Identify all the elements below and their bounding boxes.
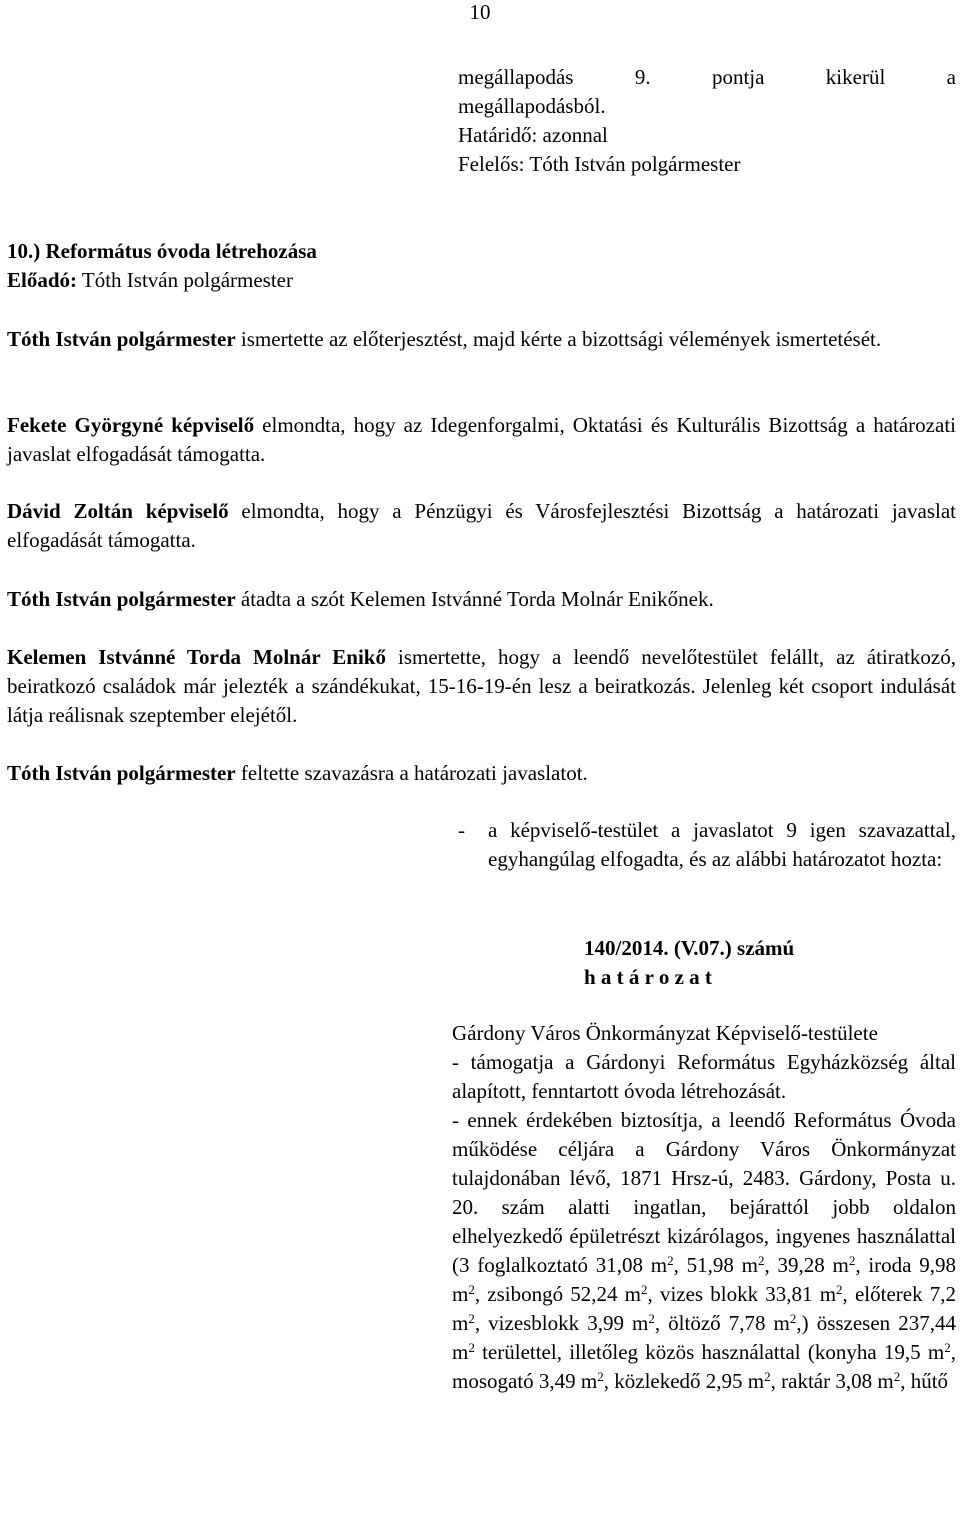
- prev-line-1: megállapodás 9. pontja kikerül a: [458, 65, 956, 89]
- agenda-item: [7, 237, 956, 295]
- resolution-number: 140/2014. (V.07.) számú: [584, 936, 795, 960]
- speaker-name: Tóth István polgármester: [7, 587, 236, 611]
- speaker-name: Tóth István polgármester: [7, 327, 236, 351]
- paragraph-4: [7, 585, 956, 614]
- prev-line-2: megállapodásból.: [458, 94, 606, 118]
- speaker-name: Kelemen Istvánné Torda Molnár Enikő: [7, 645, 386, 669]
- paragraph-3: [7, 497, 956, 555]
- paragraph-text: ismertette, hogy a leendő nevelőtestület felállt, az átiratkozó, beiratkozó családok már jelezték a szándékukat, 15-16-19-én lesz a beiratkozás. Jelenleg két csoport indulását látja reálisnak szeptember elejétől.: [7, 645, 956, 727]
- paragraph-text: ismertette az előterjesztést, majd kérte a bizottsági vélemények ismertetését.: [235, 327, 882, 351]
- paragraph-text: átadta a szót Kelemen Istvánné Torda Molnár Enikőnek.: [235, 587, 714, 611]
- agenda-item-title: 10.) Református óvoda létrehozása: [7, 239, 317, 263]
- paragraph-5: [7, 643, 956, 730]
- presenter-name: Tóth István polgármester: [77, 268, 293, 292]
- paragraph-2: [7, 411, 956, 469]
- speaker-name: Fekete Györgyné képviselő: [7, 413, 255, 437]
- responsible: Felelős: Tóth István polgármester: [458, 152, 741, 176]
- paragraph-text: feltette szavazásra a határozati javaslatot.: [235, 761, 588, 785]
- resolution-point-1: - támogatja a Gárdonyi Református Egyházközség által alapított, fenntartott óvoda létrehozását.: [452, 1050, 956, 1103]
- paragraph-6: [7, 759, 956, 788]
- resolution-heading: h a t á r o z a t: [584, 965, 712, 989]
- paragraph-text: elmondta, hogy a Pénzügyi és Városfejlesztési Bizottság a határozati javaslat elfogadását támogatta.: [7, 499, 956, 552]
- resolution-intro: Gárdony Város Önkormányzat Képviselő-testülete: [452, 1021, 878, 1045]
- page-number: 10: [469, 0, 491, 24]
- speaker-name: Dávid Zoltán képviselő: [7, 499, 229, 523]
- vote-dash: -: [458, 818, 465, 842]
- previous-resolution-tail: [458, 63, 956, 179]
- speaker-name: Tóth István polgármester: [7, 761, 236, 785]
- paragraph-1: [7, 325, 956, 354]
- presenter-label: Előadó:: [7, 268, 78, 292]
- resolution-body: [452, 1019, 956, 1396]
- paragraph-text: elmondta, hogy az Idegenforgalmi, Oktatási és Kulturális Bizottság a határozati javaslat elfogadását támogatta.: [7, 413, 956, 466]
- resolution-header: [458, 934, 956, 992]
- vote-result: [458, 816, 956, 874]
- agenda-item-presenter: [7, 266, 956, 295]
- deadline: Határidő: azonnal: [458, 123, 608, 147]
- vote-text: a képviselő-testület a javaslatot 9 igen szavazattal, egyhangúlag elfogadta, és az alábbi határozatot hozta:: [488, 818, 956, 871]
- resolution-point-2: - ennek érdekében biztosítja, a leendő Református Óvoda működése céljára a Gárdony Város Önkormányzat tulajdonában lévő, 1871 Hrsz-ú, 2483. Gárdony, Posta u. 20. szám alatti ingatlan, bejárattól jobb oldalon elhelyezkedő épületrészt kizárólagos, ingyenes használattal (3 foglalkoztató 31,08 $m^2$, 51,98 $m^2$, 39,28 $m^2$, iroda 9,98 $m^2$, zsibongó 52,24 $m^2$, vizes blokk 33,81 $m^2$, előterek 7,2 $m^2$, vizesblokk 3,99 $m^2$, öltöző 7,78 $m^2$,) összesen 237,44 $m^2$ területtel, illetőleg közös használattal (konyha 19,5 $m^2$, mosogató 3,49 $m^2$, közlekedő 2,95 $m^2$, raktár 3,08 $m^2$, hűtő: [452, 1108, 956, 1393]
